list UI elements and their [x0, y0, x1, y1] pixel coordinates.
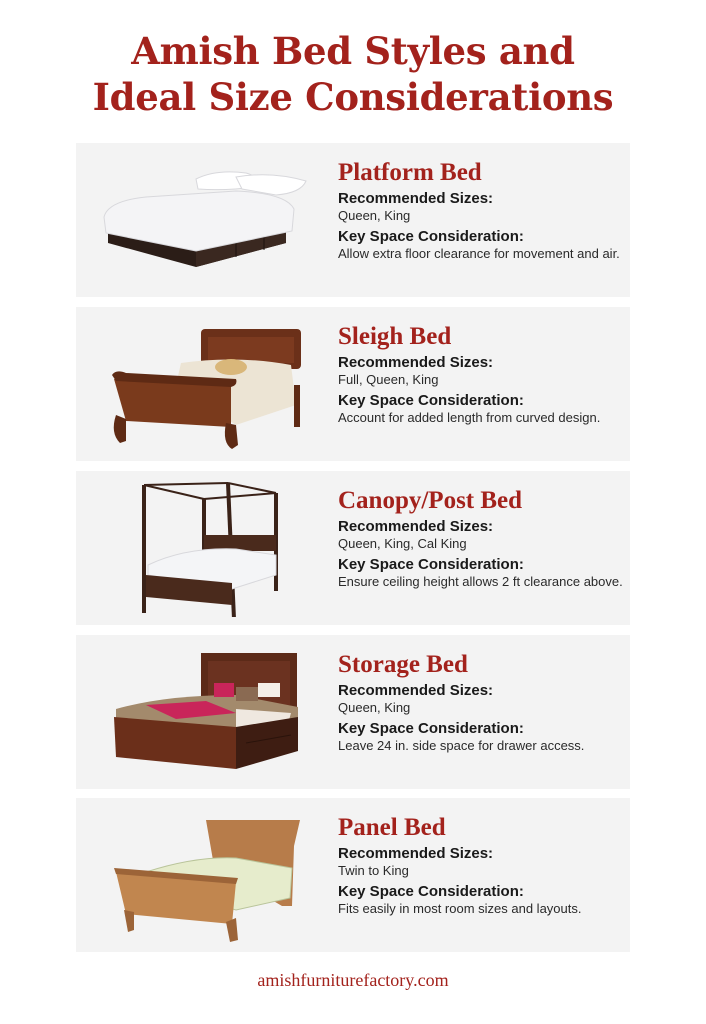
sizes-label: Recommended Sizes: — [338, 190, 494, 207]
space-label: Key Space Consideration: — [338, 720, 524, 737]
bed-info — [338, 651, 623, 757]
bed-card-sleigh — [76, 307, 630, 461]
bed-name: Sleigh Bed — [338, 323, 452, 350]
sizes-value: Twin to King — [338, 863, 409, 878]
sizes-label: Recommended Sizes: — [338, 845, 494, 862]
panel-bed-image — [86, 806, 316, 944]
sizes-label: Recommended Sizes: — [338, 682, 494, 699]
bed-card-canopy — [76, 471, 630, 625]
space-value: Leave 24 in. side space for drawer access. — [338, 738, 585, 753]
page-title — [0, 28, 706, 120]
space-label: Key Space Consideration: — [338, 392, 524, 409]
storage-bed-image — [86, 643, 316, 781]
bed-name: Panel Bed — [338, 814, 446, 841]
sizes-value: Queen, King — [338, 208, 411, 223]
bed-info — [338, 814, 623, 920]
bed-info — [338, 159, 623, 265]
sizes-value: Queen, King — [338, 700, 411, 715]
bed-card-platform — [76, 143, 630, 297]
bed-name: Platform Bed — [338, 159, 482, 186]
space-value: Allow extra floor clearance for movement and air. — [338, 246, 620, 261]
space-label: Key Space Consideration: — [338, 556, 524, 573]
sizes-label: Recommended Sizes: — [338, 518, 494, 535]
title-line-2: Ideal Size Considerations — [92, 75, 614, 119]
website-link[interactable]: amishfurniturefactory.com — [257, 970, 449, 990]
space-value: Account for added length from curved design. — [338, 410, 601, 425]
space-label: Key Space Consideration: — [338, 228, 524, 245]
canopy-bed-image — [86, 479, 316, 617]
title-line-1: Amish Bed Styles and — [131, 29, 575, 73]
space-label: Key Space Consideration: — [338, 883, 524, 900]
bed-info — [338, 487, 623, 593]
sizes-value: Full, Queen, King — [338, 372, 439, 387]
bed-name: Storage Bed — [338, 651, 468, 678]
bed-card-panel — [76, 798, 630, 952]
bed-name: Canopy/Post Bed — [338, 487, 523, 514]
platform-bed-image — [86, 151, 316, 289]
bed-card-storage — [76, 635, 630, 789]
bed-info — [338, 323, 623, 429]
sizes-label: Recommended Sizes: — [338, 354, 494, 371]
space-value: Fits easily in most room sizes and layouts. — [338, 901, 582, 916]
space-value: Ensure ceiling height allows 2 ft clearance above. — [338, 574, 623, 589]
sleigh-bed-image — [86, 315, 316, 453]
sizes-value: Queen, King, Cal King — [338, 536, 467, 551]
